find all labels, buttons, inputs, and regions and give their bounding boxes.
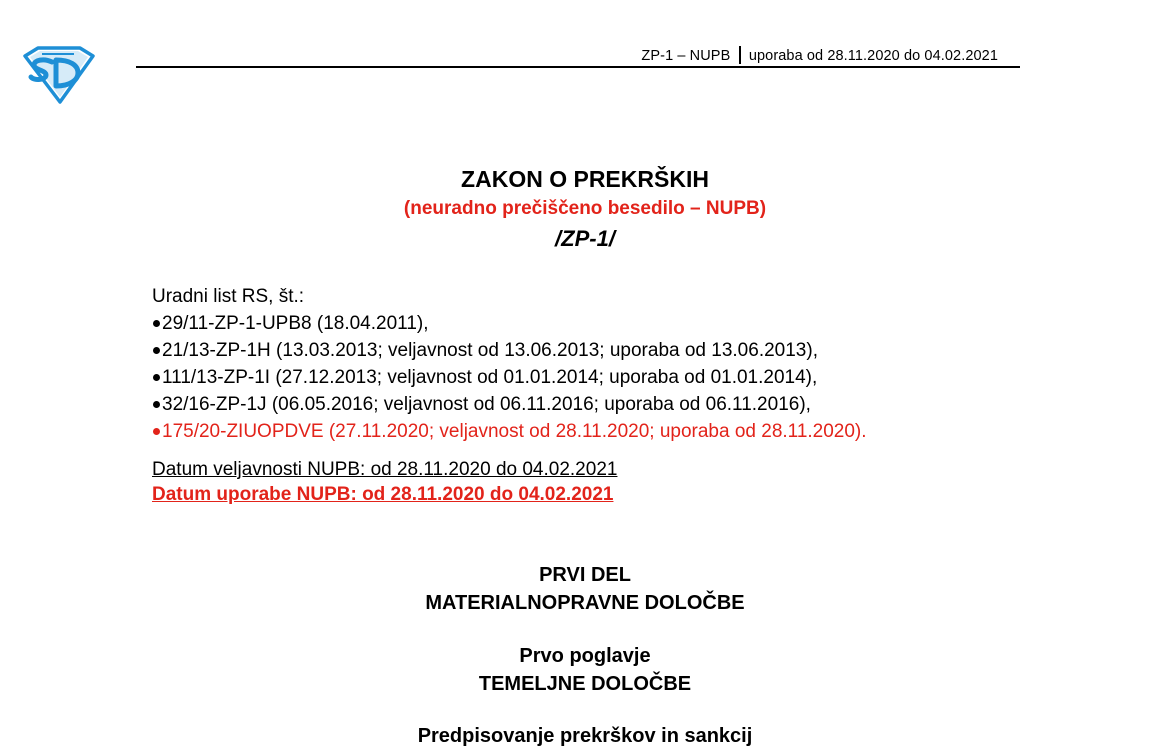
- part-number: PRVI DEL: [539, 564, 631, 586]
- gazette-item: [152, 337, 867, 364]
- law-subtitle: (neuradno prečiščeno besedilo – NUPB): [403, 198, 767, 219]
- bullet-icon: [153, 401, 160, 408]
- chapter-number: Prvo poglavje: [519, 645, 651, 667]
- law-abbreviation: /ZP-1/: [555, 226, 615, 251]
- nupb-dates: [152, 457, 617, 507]
- law-title: ZAKON O PREKRŠKIH: [461, 166, 709, 192]
- header-code: ZP-1 – NUPB: [641, 48, 731, 64]
- header-separator: [739, 46, 741, 64]
- gazette-item: [152, 391, 867, 418]
- article-heading: Predpisovanje prekrškov in sankcij: [417, 725, 753, 747]
- shield-sd-logo-icon: [22, 46, 96, 104]
- gazette-item-text: 111/13-ZP-1I (27.12.2013; veljavnost od 01.01.2014; uporaba od 01.01.2014),: [162, 367, 818, 388]
- gazette-list: [152, 283, 867, 445]
- bullet-icon: [153, 374, 160, 381]
- header-usage: uporaba od 28.11.2020 do 04.02.2021: [748, 48, 998, 64]
- gazette-item-text: 175/20-ZIUOPDVE (27.11.2020; veljavnost od 28.11.2020; uporaba od 28.11.2020).: [162, 421, 867, 442]
- part-heading: [140, 561, 1030, 617]
- bullet-icon: [153, 320, 160, 327]
- gazette-item-text: 21/13-ZP-1H (13.03.2013; veljavnost od 13.06.2013; uporaba od 13.06.2013),: [162, 340, 818, 361]
- chapter-heading: [140, 642, 1030, 698]
- running-header: [136, 44, 1020, 68]
- bullet-icon: [153, 347, 160, 354]
- part-title: MATERIALNOPRAVNE DOLOČBE: [425, 592, 745, 614]
- bullet-icon: [153, 428, 160, 435]
- use-date: Datum uporabe NUPB: od 28.11.2020 do 04.02.2021: [152, 484, 614, 505]
- gazette-item: [152, 310, 867, 337]
- header-text: [641, 46, 998, 64]
- gazette-label: Uradni list RS, št.:: [152, 286, 305, 307]
- gazette-item: [152, 364, 867, 391]
- gazette-item-latest: [152, 418, 867, 445]
- gazette-item-text: 32/16-ZP-1J (06.05.2016; veljavnost od 06.11.2016; uporaba od 06.11.2016),: [162, 394, 811, 415]
- validity-date: Datum veljavnosti NUPB: od 28.11.2020 do 04.02.2021: [152, 459, 618, 480]
- chapter-title: TEMELJNE DOLOČBE: [478, 673, 692, 695]
- gazette-item-text: 29/11-ZP-1-UPB8 (18.04.2011),: [162, 313, 429, 334]
